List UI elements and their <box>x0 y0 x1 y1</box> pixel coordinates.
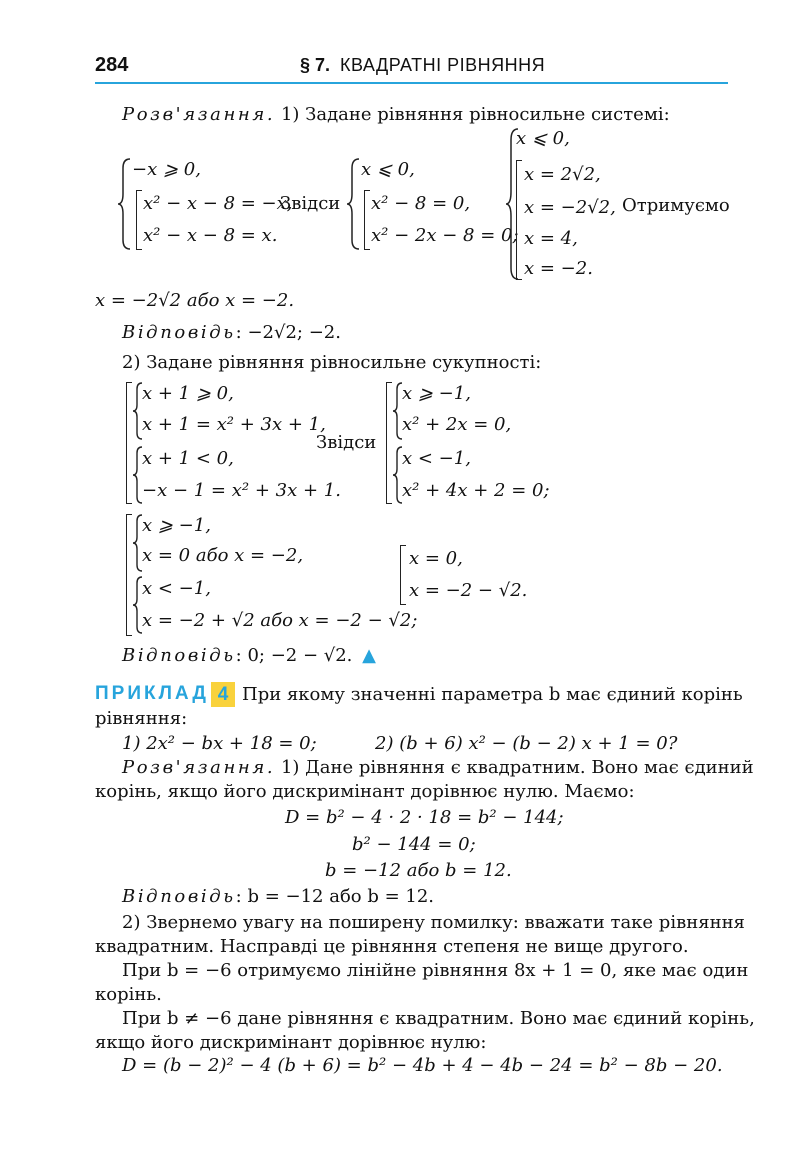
sys3-row: x = −2. <box>524 258 593 279</box>
set2-row: x² + 4x + 2 = 0; <box>402 480 550 501</box>
word-zvidsy: Звідси <box>316 432 377 453</box>
paragraph-text: якщо його дискримінант дорівнює нулю: <box>95 1032 487 1053</box>
sys3-row: x = −2√2, <box>524 197 616 218</box>
bracket-set2 <box>386 382 392 504</box>
header-rule <box>95 82 728 84</box>
solution-text: корінь, якщо його дискримінант дорівнює нулю. Маємо: <box>95 781 635 802</box>
set4-row: x = −2 − √2. <box>409 580 528 601</box>
set4-row: x = 0, <box>409 548 463 569</box>
answer-label: Відповідь <box>122 886 236 907</box>
solution-label: Розв'язання. <box>122 757 276 778</box>
final-equation: D = (b − 2)² − 4 (b + 6) = b² − 4b + 4 − 4b − 24 = b² − 8b − 20. <box>122 1055 723 1076</box>
end-mark-triangle-icon: ▲ <box>362 645 376 666</box>
set1-row: x + 1 = x² + 3x + 1, <box>142 414 326 435</box>
set2-row: x < −1, <box>402 448 471 469</box>
part1-intro: 1) Задане рівняння рівносильне системі: <box>280 104 670 125</box>
bracket-set1 <box>126 382 132 504</box>
answer-label: Відповідь <box>122 645 236 666</box>
example-eq2: 2) (b + 6) x² − (b − 2) x + 1 = 0? <box>375 733 678 754</box>
set1-row: −x − 1 = x² + 3x + 1. <box>142 480 341 501</box>
section-title: КВАДРАТНІ РІВНЯННЯ <box>340 55 546 75</box>
sys3-row: x ⩽ 0, <box>516 128 570 149</box>
bracket-set3 <box>126 514 132 636</box>
set3-row: x = 0 або x = −2, <box>142 545 304 566</box>
set2-row: x² + 2x = 0, <box>402 414 512 435</box>
discriminant-line: b = −12 або b = 12. <box>325 860 512 881</box>
sys2-row: x² − 8 = 0, <box>371 193 471 214</box>
word-zvidsy: Звідси <box>280 193 341 214</box>
brace-sys1 <box>118 158 132 250</box>
discriminant-line: b² − 144 = 0; <box>352 834 476 855</box>
example-eq1: 1) 2x² − bx + 18 = 0; <box>122 733 317 754</box>
bracket-sys3 <box>516 160 522 280</box>
example-question: рівняння: <box>95 708 188 729</box>
set2-row: x ⩾ −1, <box>402 383 471 404</box>
bracket-sys2 <box>364 190 370 250</box>
set3-row: x ⩾ −1, <box>142 515 211 536</box>
sys2-row: x² − 2x − 8 = 0; <box>371 225 519 246</box>
example-number-badge: 4 <box>211 682 235 707</box>
sys3-row: x = 2√2, <box>524 164 601 185</box>
paragraph-text: квадратним. Насправді це рівняння степеня не вище другого. <box>95 936 689 957</box>
paragraph-text: 2) Звернемо увагу на поширену помилку: вважати таке рівняння <box>122 912 745 933</box>
answer-label: Відповідь <box>122 322 236 343</box>
example-answer: : b = −12 або b = 12. <box>235 886 435 907</box>
sys2-row: x ⩽ 0, <box>361 159 415 180</box>
set1-row: x + 1 < 0, <box>142 448 234 469</box>
brace-sys2 <box>347 158 361 250</box>
part1-result: x = −2√2 або x = −2. <box>95 290 295 311</box>
set3-row: x < −1, <box>142 578 211 599</box>
bracket-set4 <box>400 545 406 605</box>
solution-text: 1) Дане рівняння є квадратним. Воно має єдиний <box>275 757 754 778</box>
paragraph-text: При b = −6 отримуємо лінійне рівняння 8x + 1 = 0, яке має один <box>122 960 749 981</box>
part1-answer: : −2√2; −2. <box>235 322 341 343</box>
sys1-row: x² − x − 8 = x. <box>143 225 278 246</box>
solution-label: Розв'язання. <box>122 104 276 125</box>
sys1-row: −x ⩾ 0, <box>132 159 201 180</box>
sys3-row: x = 4, <box>524 228 578 249</box>
section-mark: § 7. <box>300 55 331 75</box>
set1-row: x + 1 ⩾ 0, <box>142 383 234 404</box>
bracket-sys1 <box>136 190 142 250</box>
part2-answer: : 0; −2 − √2. <box>235 645 353 666</box>
paragraph-text: При b ≠ −6 дане рівняння є квадратним. Воно має єдиний корінь, <box>122 1008 755 1029</box>
page-number: 284 <box>95 54 129 76</box>
discriminant-line: D = b² − 4 · 2 · 18 = b² − 144; <box>285 807 564 828</box>
part2-intro: 2) Задане рівняння рівносильне сукупності: <box>122 352 542 373</box>
set3-row: x = −2 + √2 або x = −2 − √2; <box>142 610 418 631</box>
example-question: При якому значенні параметра b має єдиний корінь <box>242 684 743 705</box>
word-otrymuiemo: Отримуємо <box>622 195 730 216</box>
example-keyword: ПРИКЛАД <box>95 683 209 704</box>
sys1-row: x² − x − 8 = −x, <box>143 193 293 214</box>
paragraph-text: корінь. <box>95 984 162 1005</box>
